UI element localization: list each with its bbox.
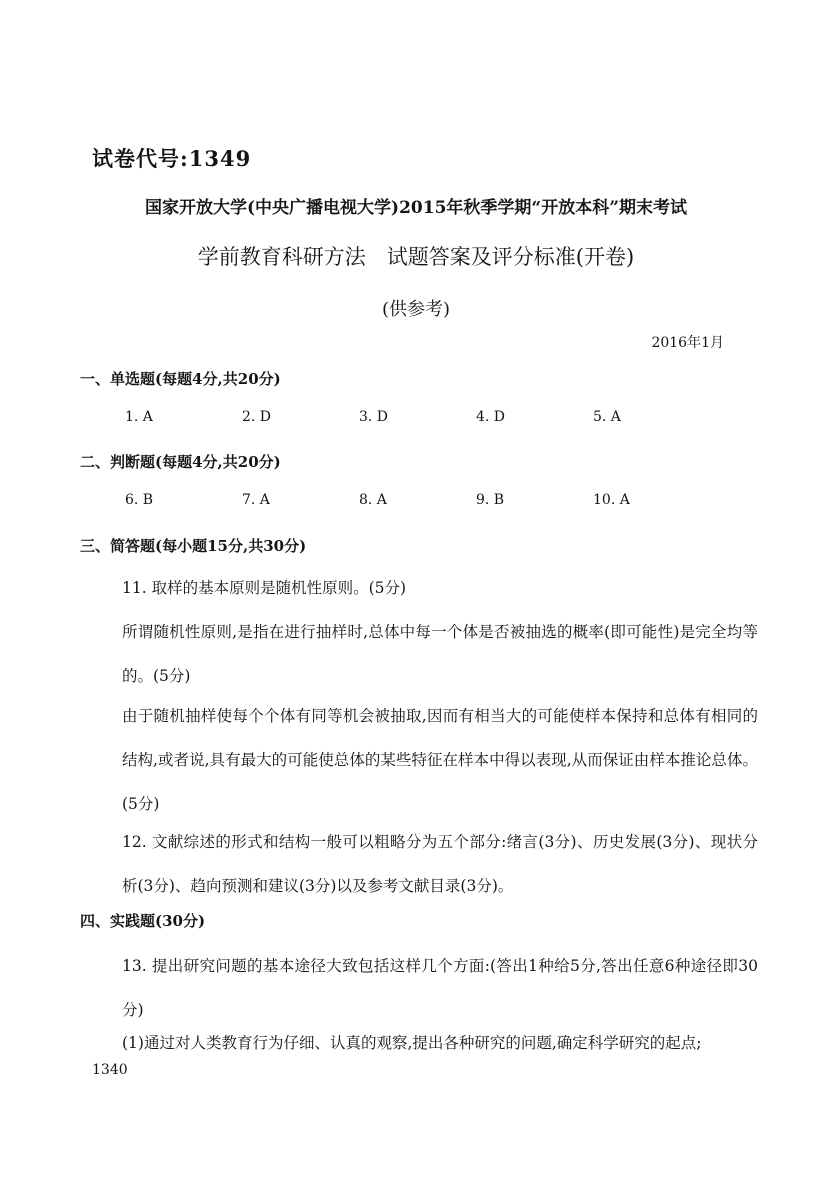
question-11-paragraph-2: 由于随机抽样使每个个体有同等机会被抽取,因而有相当大的可能使样本保持和总体有相同的结构,或者说,具有最大的可能使总体的某些特征在样本中得以表现,从而保证由样本推论总体。(5分) <box>122 707 758 813</box>
answer-item: 7. A <box>242 492 270 508</box>
section-practice-title: 四、实践题(30分) <box>80 912 206 930</box>
question-11-paragraph-1: 所谓随机性原则,是指在进行抽样时,总体中每一个体是否被抽选的概率(即可能性)是完全均等的。(5分) <box>122 623 758 685</box>
page-number: 1340 <box>92 1062 128 1078</box>
section-short-answer-title: 三、简答题(每小题15分,共30分) <box>80 537 307 555</box>
question-13-answer: 13. 提出研究问题的基本途径大致包括这样几个方面:(答出1种给5分,答出任意6种途径即30分) <box>122 957 758 1019</box>
answer-item: 8. A <box>359 492 387 508</box>
answer-item: 2. D <box>242 409 272 425</box>
answer-item: 3. D <box>359 409 389 425</box>
true-false-answers <box>125 492 725 508</box>
question-11-heading: 11. 取样的基本原则是随机性原则。(5分) <box>122 579 407 597</box>
document-title: 学前教育科研方法 试题答案及评分标准(开卷) <box>197 245 635 269</box>
answer-item: 4. D <box>476 409 506 425</box>
exam-date: 2016年1月 <box>651 335 724 351</box>
answer-item: 1. A <box>125 409 153 425</box>
university-exam-heading: 国家开放大学(中央广播电视大学)2015年秋季学期“开放本科”期末考试 <box>145 198 687 218</box>
answer-item: 10. A <box>593 492 630 508</box>
single-choice-answers <box>125 409 725 425</box>
answer-item: 6. B <box>125 492 154 508</box>
reference-subtitle: (供参考) <box>381 299 451 320</box>
question-13-item-1: (1)通过对人类教育行为仔细、认真的观察,提出各种研究的问题,确定科学研究的起点; <box>122 1034 702 1052</box>
question-12-answer: 12. 文献综述的形式和结构一般可以粗略分为五个部分:绪言(3分)、历史发展(3分)、现状分析(3分)、趋向预测和建议(3分)以及参考文献目录(3分)。 <box>122 833 758 895</box>
section-single-choice-title: 一、单选题(每题4分,共20分) <box>80 370 281 388</box>
answer-item: 9. B <box>476 492 505 508</box>
answer-item: 5. A <box>593 409 621 425</box>
exam-code: 试卷代号:1349 <box>92 146 252 171</box>
section-true-false-title: 二、判断题(每题4分,共20分) <box>80 453 281 471</box>
